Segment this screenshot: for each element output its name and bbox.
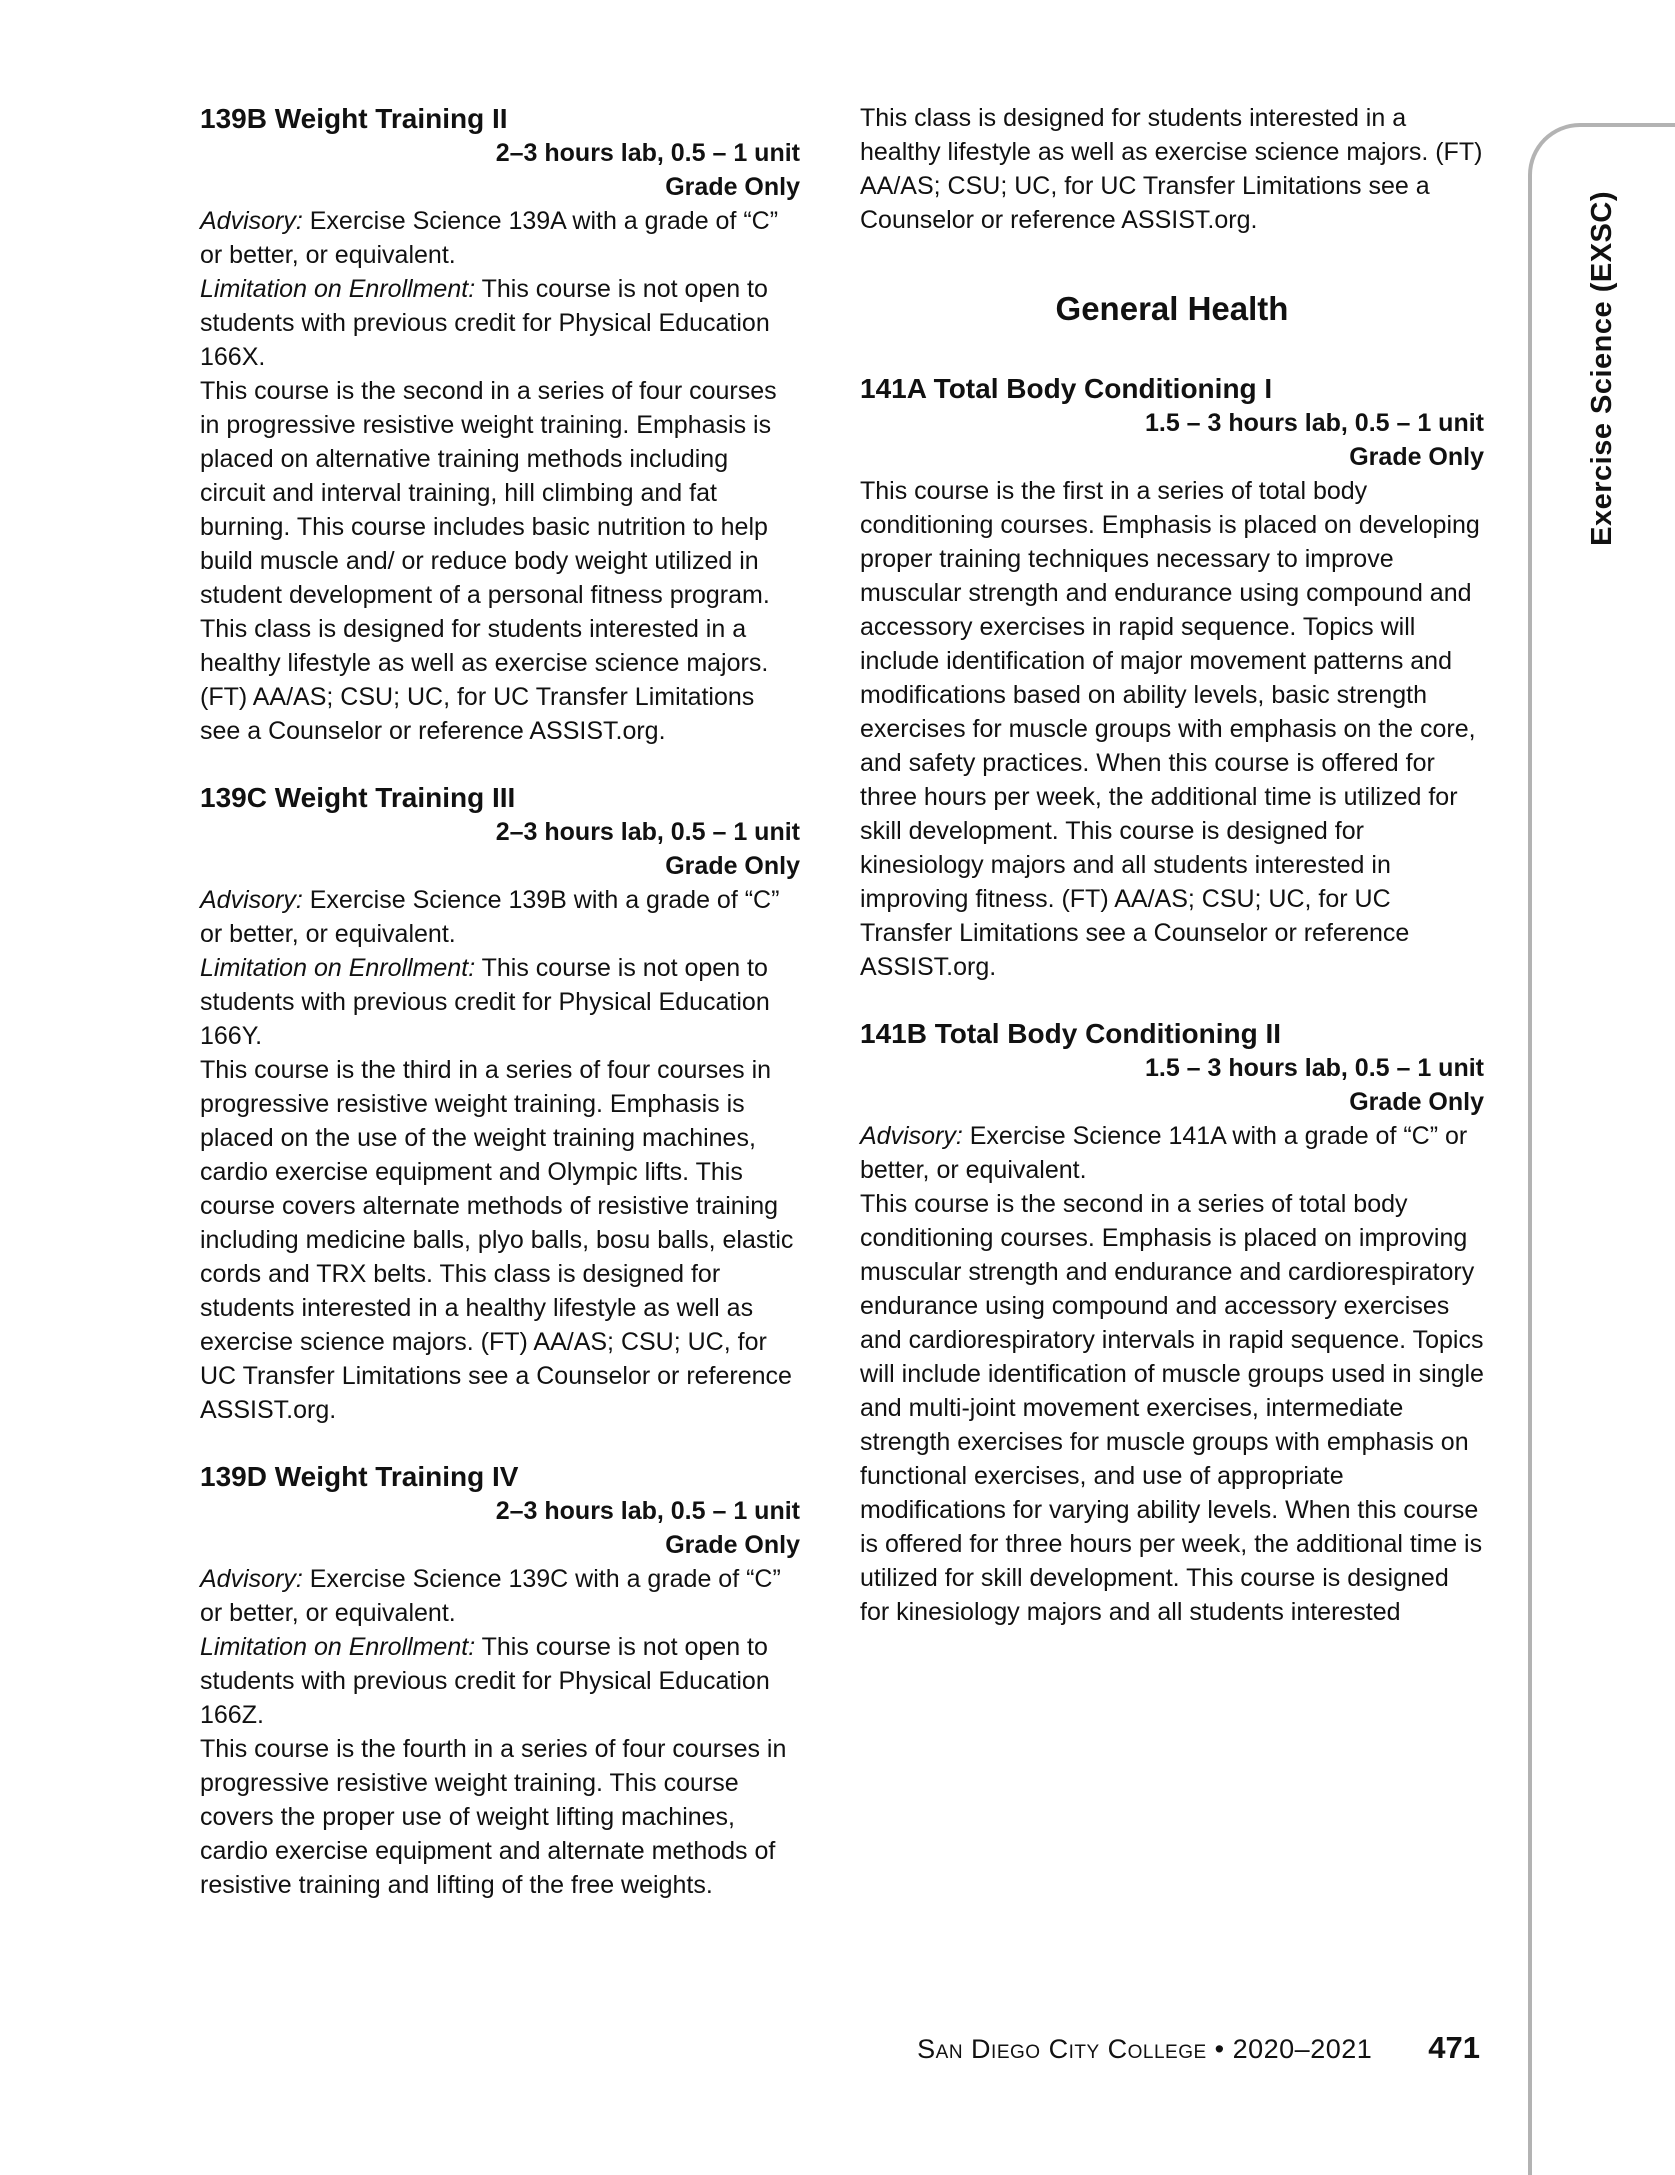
section-heading-general-health: General Health (1055, 290, 1289, 327)
course-limitation (200, 1630, 800, 1732)
advisory-label: Advisory: (200, 1565, 303, 1593)
course-limitation (200, 951, 800, 1053)
course-advisory (200, 1562, 800, 1630)
course-section-139d (200, 1459, 800, 1902)
course-grade-basis: Grade Only (1349, 443, 1484, 471)
advisory-text: Exercise Science 139A with a grade of “C” or better, or equivalent. (200, 207, 779, 269)
advisory-label: Advisory: (200, 886, 303, 914)
course-limitation (200, 272, 800, 374)
advisory-text: Exercise Science 139B with a grade of “C” or better, or equivalent. (200, 886, 780, 948)
advisory-label: Advisory: (200, 207, 303, 235)
course-hours-units: 2–3 hours lab, 0.5 – 1 unit (495, 1497, 800, 1525)
course-section-141a (860, 371, 1484, 984)
course-advisory (200, 204, 800, 272)
course-description: This course is the second in a series of four courses in progressive resistive weight training. Emphasis is placed on alternative training methods including circuit and interval training, hill climbing and fat burning. This course includes basic nutrition to help build muscle and/ or reduce body weight utilized in student development of a personal fitness program. This class is designed for students interested in a healthy lifestyle as well as exercise science majors. (FT) AA/AS; CSU; UC, for UC Transfer Limitations see a Counselor or reference ASSIST.org. (200, 377, 777, 745)
course-advisory (200, 883, 800, 951)
course-description: This course is the third in a series of four courses in progressive resistive weight training. Emphasis is placed on the use of the weight training machines, cardio exercise equipment and Olympic lifts. This course covers alternate methods of resistive training including medicine balls, plyo balls, bosu balls, elastic cords and TRX belts. This class is designed for students interested in a healthy lifestyle as well as exercise science majors. (FT) AA/AS; CSU; UC, for UC Transfer Limitations see a Counselor or reference ASSIST.org. (200, 1056, 794, 1424)
course-hours-units: 1.5 – 3 hours lab, 0.5 – 1 unit (1144, 409, 1484, 437)
left-column (200, 101, 800, 1902)
course-description: This course is the fourth in a series of four courses in progressive resistive weight training. This course covers the proper use of weight lifting machines, cardio exercise equipment and alternate methods of resistive training and lifting of the free weights. (200, 1735, 787, 1899)
course-title: 139D Weight Training IV (200, 1461, 519, 1492)
course-grade-basis: Grade Only (665, 1531, 800, 1559)
footer-catalog-title: San Diego City College • 2020–2021 (917, 2034, 1373, 2064)
limitation-text: This course is not open to students with previous credit for Physical Education 166Y. (200, 954, 770, 1050)
limitation-label: Limitation on Enrollment: (200, 954, 476, 982)
chapter-side-tab (1528, 123, 1675, 2175)
course-title: 141A Total Body Conditioning I (860, 373, 1273, 404)
course-title: 139C Weight Training III (200, 782, 516, 813)
course-grade-basis: Grade Only (1349, 1088, 1484, 1116)
course-description: This course is the second in a series of total body conditioning courses. Emphasis is placed on improving muscular strength and endurance and cardiorespiratory endurance using compound and accessory exercises and cardiorespiratory intervals in rapid sequence. Topics will include identification of muscle groups used in single and multi-joint movement exercises, intermediate strength exercises for muscle groups with emphasis on functional exercises, and use of appropriate modifications for varying ability levels. When this course is offered for three hours per week, the additional time is utilized for skill development. This course is designed for kinesiology majors and all students interested (860, 1190, 1484, 1626)
right-column (860, 101, 1484, 1629)
course-title: 139B Weight Training II (200, 103, 508, 134)
course-hours-units: 2–3 hours lab, 0.5 – 1 unit (495, 139, 800, 167)
limitation-label: Limitation on Enrollment: (200, 1633, 476, 1661)
page-footer (917, 2030, 1480, 2066)
course-section-141b (860, 1016, 1484, 1629)
advisory-text: Exercise Science 141A with a grade of “C” or better, or equivalent. (860, 1122, 1468, 1184)
course-section-139b (200, 101, 800, 748)
course-hours-units: 2–3 hours lab, 0.5 – 1 unit (495, 818, 800, 846)
course-grade-basis: Grade Only (665, 173, 800, 201)
footer-page-number: 471 (1428, 2030, 1480, 2065)
side-tab-label: Exercise Science (EXSC) (1586, 191, 1618, 546)
limitation-text: This course is not open to students with previous credit for Physical Education 166X. (200, 275, 770, 371)
course-advisory (860, 1119, 1484, 1187)
limitation-label: Limitation on Enrollment: (200, 275, 476, 303)
course-description: This course is the first in a series of total body conditioning courses. Emphasis is placed on developing proper training techniques necessary to improve muscular strength and endurance using compound and accessory exercises in rapid sequence. Topics will include identification of major movement patterns and modifications based on ability levels, basic strength exercises for muscle groups with emphasis on the core, and safety practices. When this course is offered for three hours per week, the additional time is utilized for skill development. This course is designed for kinesiology majors and all students interested in improving fitness. (FT) AA/AS; CSU; UC, for UC Transfer Limitations see a Counselor or reference ASSIST.org. (860, 477, 1480, 981)
course-title: 141B Total Body Conditioning II (860, 1018, 1282, 1049)
course-section-139c (200, 780, 800, 1427)
course-grade-basis: Grade Only (665, 852, 800, 880)
continuation-paragraph: This class is designed for students interested in a healthy lifestyle as well as exercise science majors. (FT) AA/AS; CSU; UC, for UC Transfer Limitations see a Counselor or reference ASSIST.org. (860, 104, 1483, 234)
limitation-text: This course is not open to students with previous credit for Physical Education 166Z. (200, 1633, 770, 1729)
advisory-label: Advisory: (860, 1122, 963, 1150)
course-hours-units: 1.5 – 3 hours lab, 0.5 – 1 unit (1144, 1054, 1484, 1082)
advisory-text: Exercise Science 139C with a grade of “C” or better, or equivalent. (200, 1565, 781, 1627)
